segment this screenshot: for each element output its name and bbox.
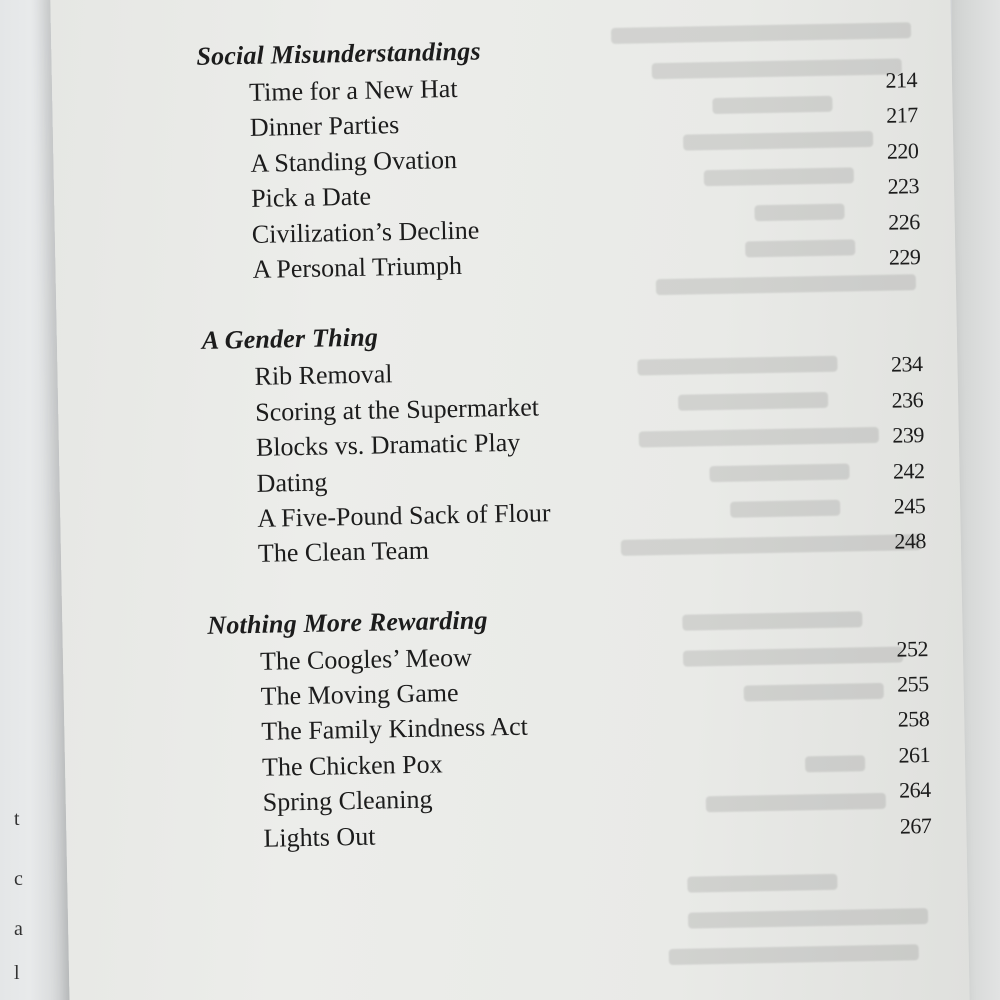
section-title: A Gender Thing (201, 322, 379, 356)
table-of-contents (196, 28, 932, 895)
section-title: Nothing More Rewarding (207, 605, 488, 640)
page-number: 264 (898, 777, 931, 803)
entry-title: A Standing Ovation (250, 144, 458, 178)
page-number: 242 (892, 457, 925, 484)
entry-title: Lights Out (263, 821, 376, 853)
toc-section (196, 28, 921, 288)
page-number: 217 (885, 102, 918, 129)
entry-title: The Clean Team (257, 535, 430, 569)
section-title: Social Misunderstandings (196, 36, 482, 71)
entry-title: Pick a Date (250, 181, 372, 214)
page-number: 234 (890, 351, 923, 378)
entry-title: Dating (256, 467, 328, 498)
margin-glyph: l (14, 962, 20, 984)
margin-glyph: t (14, 808, 20, 830)
entry-title: Scoring at the Supermarket (254, 392, 540, 427)
page-number: 236 (891, 386, 924, 413)
page-number: 252 (896, 635, 929, 662)
page-number: 220 (886, 137, 919, 164)
page-number: 245 (893, 492, 926, 519)
book-page (50, 0, 970, 1000)
entry-title: Civilization’s Decline (251, 215, 480, 249)
entry-title: The Family Kindness Act (261, 712, 529, 747)
entry-title: The Coogles’ Meow (259, 642, 473, 676)
entry-title: The Chicken Pox (261, 749, 443, 782)
entry-title: A Personal Triumph (252, 250, 463, 284)
page-number: 267 (899, 812, 932, 839)
toc-section (202, 312, 927, 572)
margin-glyph: a (14, 918, 23, 940)
toc-section (207, 597, 932, 857)
page-number: 229 (888, 244, 921, 270)
page-number: 248 (894, 528, 927, 554)
entry-title: Rib Removal (254, 359, 393, 392)
page-number: 239 (892, 422, 925, 448)
margin-glyph: c (14, 868, 23, 890)
page-number: 255 (896, 671, 929, 697)
entry-title: Spring Cleaning (262, 784, 433, 818)
page-number: 226 (887, 208, 920, 235)
entry-title: Time for a New Hat (248, 73, 458, 107)
entry-title: A Five-Pound Sack of Flour (257, 498, 551, 533)
entry-title: Blocks vs. Dramatic Play (255, 427, 521, 462)
page-number: 258 (897, 706, 930, 733)
page-number: 223 (887, 173, 920, 199)
page-number: 261 (898, 741, 931, 768)
entry-title: Dinner Parties (249, 110, 400, 143)
entry-title: The Moving Game (260, 678, 459, 711)
page-number: 214 (885, 67, 918, 93)
